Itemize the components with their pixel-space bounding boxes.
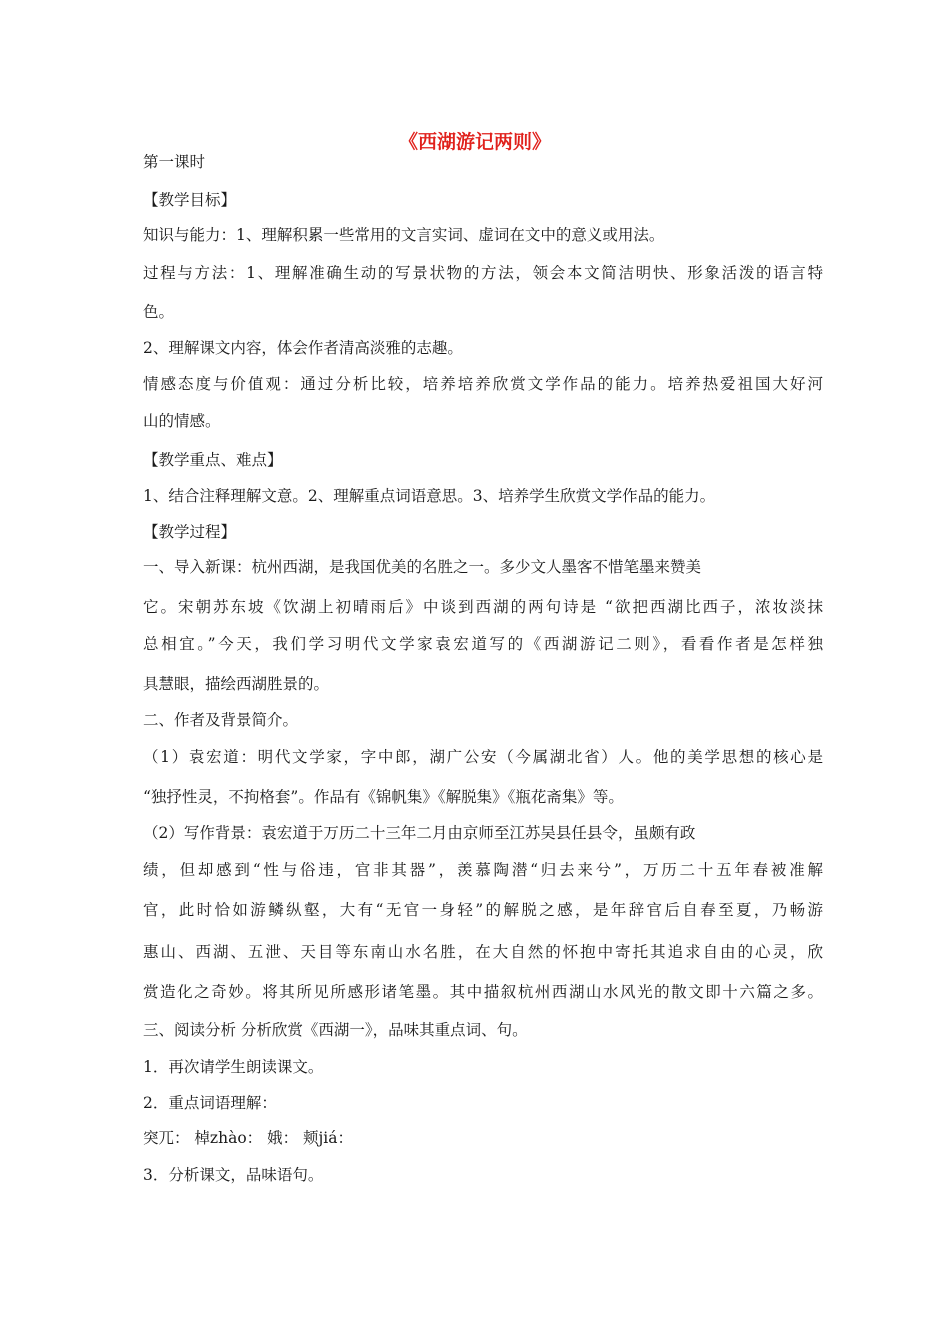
text-line: 3．分析课文，品味语句。 — [143, 1166, 324, 1184]
text-line: （1）袁宏道：明代文学家，字中郎，湖广公安（今属湖北省）人。他的美学思想的核心是 — [143, 748, 823, 766]
text-line: 山的情感。 — [143, 412, 221, 430]
text-line: 惠山、西湖、五泄、天目等东南山水名胜，在大自然的怀抱中寄托其追求自由的心灵，欣 — [143, 943, 823, 961]
text-line: 1、结合注释理解文意。2、理解重点词语意思。3、培养学生欣赏文学作品的能力。 — [143, 487, 716, 505]
document-title: 《西湖游记两则》 — [398, 131, 551, 153]
text-line: 情感态度与价值观：通过分析比较，培养培养欣赏文学作品的能力。培养热爱祖国大好河 — [143, 375, 823, 393]
text-line: 知识与能力：1、理解积累一些常用的文言实词、虚词在文中的意义或用法。 — [143, 226, 665, 244]
text-line: “独抒性灵，不拘格套”。作品有《锦帆集》《解脱集》《瓶花斋集》等。 — [143, 788, 624, 806]
text-line: 总相宜。”今天，我们学习明代文学家袁宏道写的《西湖游记二则》，看看作者是怎样独 — [143, 635, 823, 653]
text-line: 2．重点词语理解： — [143, 1094, 277, 1112]
text-line: 色。 — [143, 303, 175, 321]
text-line: 二、作者及背景简介。 — [143, 711, 299, 729]
text-line: 一、导入新课：杭州西湖，是我国优美的名胜之一。多少文人墨客不惜笔墨来赞美 — [143, 558, 702, 576]
text-line: 过程与方法：1、理解准确生动的写景状物的方法，领会本文简洁明快、形象活泼的语言特 — [143, 264, 823, 282]
text-line: 具慧眼，描绘西湖胜景的。 — [143, 675, 330, 693]
text-line: 第一课时 — [143, 153, 206, 171]
text-line: 赏造化之奇妙。将其所见所感形诸笔墨。其中描叙杭州西湖山水风光的散文即十六篇之多。 — [143, 983, 823, 1001]
text-line: 2、理解课文内容，体会作者清高淡雅的志趣。 — [143, 339, 463, 357]
text-line: 官，此时恰如游鳞纵壑，大有“无官一身轻”的解脱之感，是年辞官后自春至夏，乃畅游 — [143, 901, 823, 919]
text-line: 突兀： 棹zhào： 娥： 颊jiá： — [143, 1129, 354, 1147]
section-heading: 【教学目标】 — [143, 191, 237, 209]
section-heading: 【教学过程】 — [143, 523, 237, 541]
text-line: （2）写作背景：袁宏道于万历二十三年二月由京师至江苏吴县任县令，虽颇有政 — [143, 824, 696, 842]
text-line: 它。宋朝苏东坡《饮湖上初晴雨后》中谈到西湖的两句诗是 “欲把西湖比西子，浓妆淡抹 — [143, 598, 823, 616]
text-line: 三、阅读分析 分析欣赏《西湖一》，品味其重点词、句。 — [143, 1021, 528, 1039]
text-line: 1．再次请学生朗读课文。 — [143, 1058, 324, 1076]
section-heading: 【教学重点、难点】 — [143, 451, 283, 469]
text-line: 绩，但却感到“性与俗违，官非其器”，羡慕陶潜“归去来兮”，万历二十五年春被准解 — [143, 861, 823, 879]
